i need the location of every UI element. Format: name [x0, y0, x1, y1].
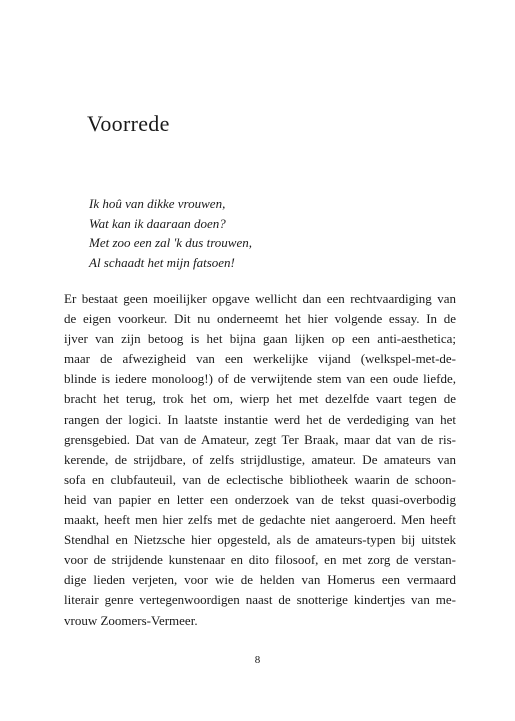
paragraph-line: sofa en clubfauteuil, van de eclectische bibliotheek waarin de schoon- — [64, 471, 456, 487]
paragraph-line: de eigen voorkeur. Dit nu onderneemt het hier volgende essay. In de — [64, 311, 456, 327]
paragraph-line: dige lieden verjeten, voor wie de helden van Homerus een vermaard — [64, 572, 456, 588]
paragraph-line: blinde is iedere monoloog!) of de verwijtende stem van een oude liefde, — [64, 371, 456, 387]
paragraph-line: bracht het terug, trok het om, wierp het met dezelfde vaart tegen de — [64, 391, 456, 407]
epigraph-verse — [89, 194, 252, 272]
paragraph-line: Stendhal en Nietzsche hier opgesteld, als de amateurs-typen bij uitstek — [64, 532, 456, 548]
paragraph-line: grensgebied. Dat van de Amateur, zegt Ter Braak, maar dat van de ris- — [64, 431, 456, 447]
paragraph-line: ijver van zijn betoog is het bijna gaan lijken op een anti-aesthetica; — [64, 331, 456, 347]
epigraph-line: Wat kan ik daaraan doen? — [89, 215, 226, 231]
page-number: 8 — [254, 654, 261, 666]
paragraph-line: rangen der logici. In laatste instantie werd het de verdediging van het — [64, 411, 456, 427]
paragraph-line: heid van papier en letter een onderzoek van de tekst quasi-overbodig — [64, 491, 456, 507]
paragraph-line: vrouw Zoomers-Vermeer. — [64, 612, 198, 628]
paragraph-line: kerende, de strijdbare, of zelfs strijdlustige, amateur. De amateurs van — [64, 451, 456, 467]
paragraph-line: voor de strijdende kunstenaar en dito filosoof, en met zorg de verstan- — [64, 552, 456, 568]
epigraph-line: Ik hoû van dikke vrouwen, — [89, 196, 226, 211]
paragraph-line: Er bestaat geen moeilijker opgave wellicht dan een rechtvaardiging van — [64, 291, 456, 306]
body-paragraph — [64, 289, 456, 631]
paragraph-line: literair genre vertegenwoordigen naast de snotterige kindertjes van me- — [64, 592, 456, 608]
epigraph-line: Al schaadt het mijn fatsoen! — [89, 254, 235, 270]
chapter-title: Voorrede — [87, 111, 170, 136]
paragraph-line: maakt, heeft men hier zelfs met de gedachte niet aangeroerd. Men heeft — [64, 512, 456, 528]
paragraph-line: maar de afwezigheid van een werkelijke vijand (welkspel-met-de- — [64, 351, 456, 367]
epigraph-line: Met zoo een zal 'k dus trouwen, — [89, 235, 252, 250]
